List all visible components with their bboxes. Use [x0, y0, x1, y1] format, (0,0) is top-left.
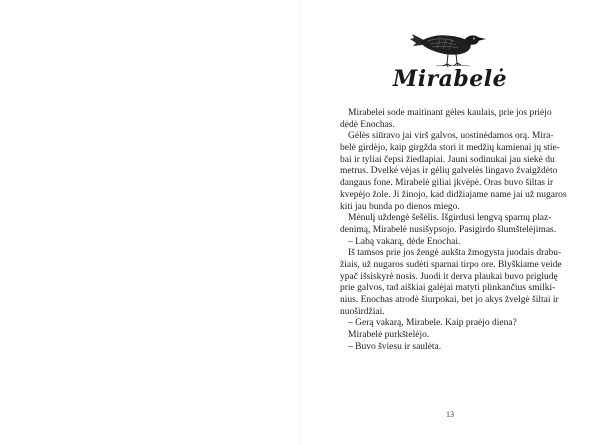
chapter-text [340, 108, 567, 353]
text-line: – Gerą vakarą, Mirabele. Kaip praėjo diena? [348, 318, 517, 329]
text-line: bai ir tyliai čepsi žiedlapiai. Jauni sodinukai jau siekė du [340, 154, 555, 165]
text-line: prie galvos, tad aiškiai galėjai matyti plinkančius smilki- [340, 283, 556, 294]
text-line: – Buvo šviesu ir saulėta. [348, 341, 442, 352]
text-line: kiti jau bunda po dienos miego. [340, 201, 460, 212]
crow-icon [410, 24, 486, 68]
chapter-title: Mirabelė [392, 66, 508, 92]
text-line: nius. Enochas atrodė šiurpokai, bet jo akys žvelgė šiltai ir [340, 295, 559, 305]
text-line: denimą, Mirabelė nusišypsojo. Pasigirdo šlumštelėjimas. [340, 224, 557, 235]
text-line: Mirabelė purkštelėjo. [348, 330, 430, 341]
text-line: belė girdėjo, kaip girgžda stori it medžių kamienai jų stie- [340, 143, 560, 154]
text-line: – Labą vakarą, dėde Enochai. [348, 236, 461, 247]
text-line: Mirabelei sode maitinant gėles kaulais, prie jos priėjo [348, 108, 552, 118]
text-line: ypač išsiskyrė nosis. Juodi it derva plaukai buvo prigludę [340, 271, 558, 282]
text-line: Mėnulį uždengė šešėlis. Išgirdusi lengvą sparnų plaz- [348, 213, 552, 224]
page-number: 13 [446, 410, 454, 419]
text-line: dangaus fone. Mirabelė giliai įkvėpė. Oras buvo šiltas ir [340, 178, 554, 189]
text-line: Gėlės siūravo jai virš galvos, uostinėdamos orą. Mira- [348, 131, 554, 142]
text-line: kvepėjo žole. Ji žinojo, kad didžiajame name jai už nugaros [340, 189, 567, 200]
text-line: Iš tamsos prie jos žengė aukšta žmogysta juodais drabu- [348, 248, 562, 259]
text-line: dėdė Enochas. [340, 119, 395, 130]
text-line: metrus. Dvelkė vėjas ir gėlių galvelės lingavo žvaigždėto [340, 166, 558, 177]
text-line: žiais, už nugaros sudėti sparnai tirpo ore. Blyškiame veide [340, 259, 562, 270]
text-line: nuoširdžiai. [340, 306, 385, 317]
